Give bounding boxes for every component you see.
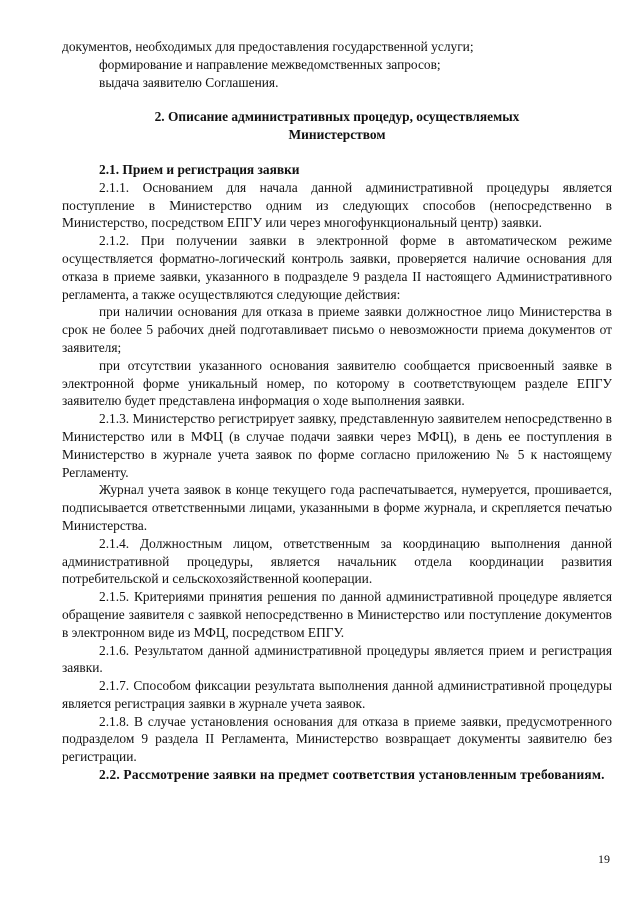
section-heading-line: 2. Описание административных процедур, осуществляемых bbox=[154, 109, 520, 125]
paragraph: 2.1.2. При получении заявки в электронной форме в автоматическом режиме осуществляется форматно-логический контроль заявки, проверяется наличие основания для отказа в приеме заявки, указанного в подразделе 9 раздела II настоящего Административного регламента, а также осуществляются следующие действия: bbox=[62, 233, 612, 302]
document-page bbox=[62, 38, 612, 784]
paragraph: 2.1.3. Министерство регистрирует заявку, представленную заявителем непосредственно в Министерство или в МФЦ (в случае подачи заявки через МФЦ), в день ее поступления в Министерство в журнале учета заявок по форме согласно приложению № 5 к настоящему Регламенту. bbox=[62, 411, 612, 480]
paragraph: 2.1.6. Результатом данной административной процедуры является прием и регистрация заявки. bbox=[62, 642, 612, 676]
section-heading bbox=[62, 108, 612, 144]
paragraph: 2.1.7. Способом фиксации результата выполнения данной административной процедуры является регистрация заявки в журнале учета заявок. bbox=[62, 678, 612, 711]
list-item: формирование и направление межведомственных запросов; bbox=[99, 56, 441, 72]
paragraph: при отсутствии указанного основания заявителю сообщается присвоенный заявке в электронной форме уникальный номер, по которому в соответствующем разделе ЕПГУ заявителю будет представлена информация о ходе выполнения заявки. bbox=[62, 357, 612, 409]
section-heading-line: Министерством bbox=[288, 127, 386, 143]
list-item: документов, необходимых для предоставления государственной услуги; bbox=[62, 39, 474, 54]
paragraph: 2.1.8. В случае установления основания для отказа в приеме заявки, предусмотренного подразделом 9 раздела II Регламента, Министерство возвращает документы заявителю без регистрации. bbox=[62, 713, 612, 765]
page-number: 19 bbox=[598, 852, 610, 866]
paragraph: при наличии основания для отказа в приеме заявки должностное лицо Министерства в срок не более 5 рабочих дней подготавливает письмо о невозможности приема документов от заявителя; bbox=[62, 304, 612, 355]
paragraph: 2.1.4. Должностным лицом, ответственным за координацию выполнения данной административной процедуры, является начальник отдела координации развития потребительской и сельскохозяйственной кооперации. bbox=[62, 535, 612, 587]
subsection-title: 2.2. Рассмотрение заявки на предмет соответствия установленным требованиям. bbox=[99, 767, 605, 783]
paragraph: 2.1.1. Основанием для начала данной административной процедуры является поступление в Министерство одним из следующих способов (непосредственно в Министерство, посредством ЕПГУ или через многофункциональный центр) заявки. bbox=[62, 179, 612, 231]
paragraph: 2.1.5. Критериями принятия решения по данной административной процедуре является обращение заявителя с заявкой непосредственно в Министерство или поступление документов в электронном виде из МФЦ, посредством ЕПГУ. bbox=[62, 589, 612, 640]
list-item: выдача заявителю Соглашения. bbox=[99, 74, 279, 90]
paragraph: Журнал учета заявок в конце текущего года распечатывается, нумеруется, прошивается, подписывается ответственными лицами, указанными в форме журнала, и скрепляется печатью Министерства. bbox=[62, 482, 612, 533]
subsection-title: 2.1. Прием и регистрация заявки bbox=[99, 161, 300, 177]
